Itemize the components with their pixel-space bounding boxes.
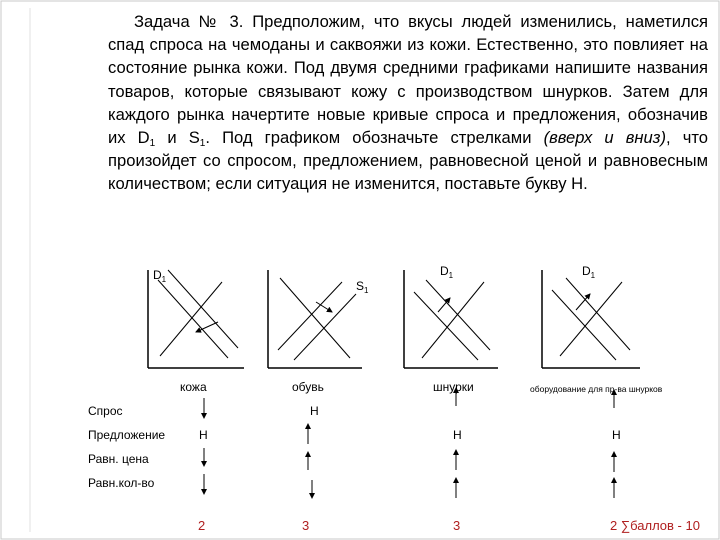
graph-leather bbox=[148, 270, 244, 368]
leather-label: кожа bbox=[180, 380, 207, 394]
shoes-curve-label: $S_1$ bbox=[356, 279, 369, 295]
laces-label: шнурки bbox=[433, 380, 474, 394]
equipment-supply-curve bbox=[560, 282, 622, 356]
shoes-demand-curve bbox=[280, 278, 350, 358]
equipment-label: оборудование для пр-ва шнурков bbox=[530, 384, 663, 394]
equipment-supply-mark: Н bbox=[612, 428, 621, 442]
shoes-demand-mark: Н bbox=[310, 404, 319, 418]
leather-score: 2 bbox=[198, 518, 206, 533]
equipment-curve-label: $D_1$ bbox=[582, 264, 596, 280]
shoes-supply-curve bbox=[278, 282, 342, 350]
total-score: 2 ∑баллов - 10 bbox=[610, 518, 700, 533]
row-quantity: Равн.кол-во bbox=[88, 476, 155, 490]
row-supply: Предложение bbox=[88, 428, 166, 442]
graph-shoes bbox=[268, 270, 362, 368]
graph-equipment bbox=[542, 270, 640, 368]
laces-curve-label: $D_1$ bbox=[440, 264, 454, 280]
laces-supply-curve bbox=[422, 282, 484, 358]
task-title: Задача № 3. bbox=[134, 12, 244, 31]
shoes-label: обувь bbox=[292, 380, 324, 394]
leather-curve-label: $D_1$ bbox=[153, 268, 167, 284]
leather-shift-arrow bbox=[196, 322, 218, 332]
leather-supply-mark: Н bbox=[199, 428, 208, 442]
shoes-score: 3 bbox=[302, 518, 310, 533]
equipment-new-demand-curve bbox=[566, 278, 630, 350]
laces-score: 3 bbox=[453, 518, 461, 533]
row-demand: Спрос bbox=[88, 404, 123, 418]
leather-new-demand-curve bbox=[168, 270, 238, 348]
result-arrows bbox=[204, 388, 614, 498]
task-text: Задача № 3. Предположим, что вкусы людей изменились, наметился спад спроса на чемоданы и саквояжи из кожи. Естественно, это повлияет на состояние рынка кожи. Под двумя средними графиками напишите названия товаров, которые связывают кожу с производством шнурков. Затем для каждого рынка начертите новые кривые спроса и предложения, обозначив их $D_1$ и $S_1$. Под графиком обозначьте стрелками (вверх и вниз), что произойдет со спросом, предложением, равновесной ценой и равновесным количеством; если ситуация не изменится, поставьте букву Н. bbox=[108, 12, 708, 194]
row-price: Равн. цена bbox=[88, 452, 149, 466]
graph-laces bbox=[404, 270, 498, 368]
laces-supply-mark: Н bbox=[453, 428, 462, 442]
